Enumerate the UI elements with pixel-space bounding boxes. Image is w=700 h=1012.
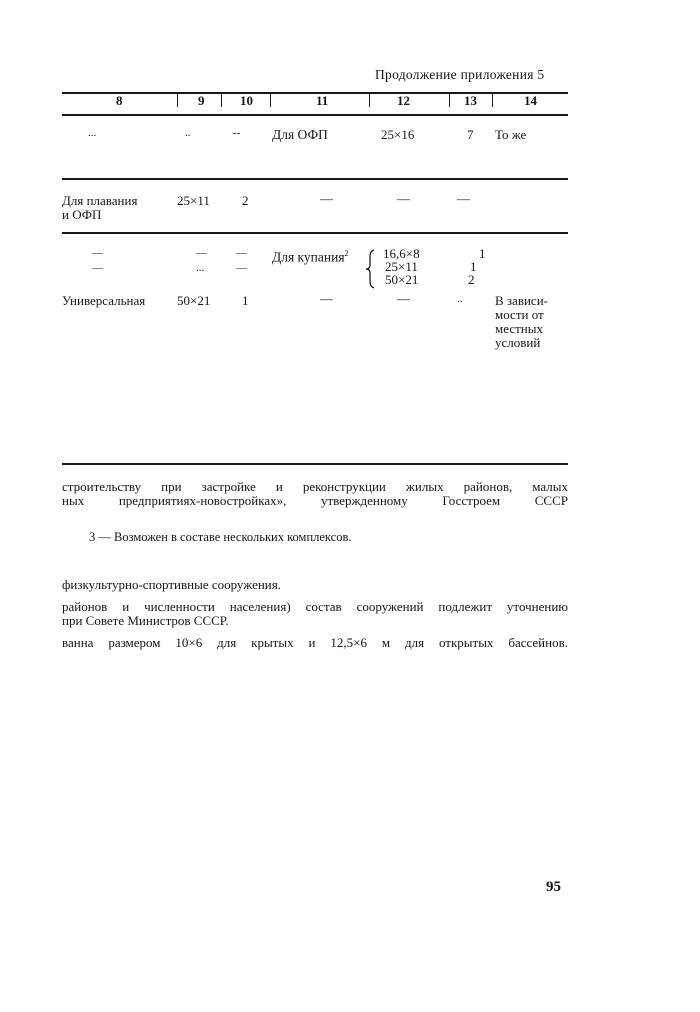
r4-c14-line2: мости от xyxy=(495,307,544,322)
r4-c14-line1: В зависи- xyxy=(495,293,548,308)
note-3: ванна размером 10×6 для крытых и 12,5×6 м для открытых бассейнов. xyxy=(62,635,568,650)
col-sep-6 xyxy=(492,93,493,107)
r1-c12: 25×16 xyxy=(381,127,415,142)
column-header-10: 10 xyxy=(240,93,253,108)
column-header-11: 11 xyxy=(316,93,329,108)
r4-c11: — xyxy=(320,291,333,306)
r3-c10-line1: — xyxy=(236,247,247,259)
footnote-1-line-1: строительству при застройке и реконструкции жилых районов, малых xyxy=(62,479,568,494)
r3-c9-line2: ... xyxy=(196,262,205,274)
note-1: физкультурно-спортивные сооружения. xyxy=(62,577,281,592)
r4-c9: 50×21 xyxy=(177,293,211,308)
col-sep-3 xyxy=(270,93,271,107)
column-header-9: 9 xyxy=(198,93,205,108)
r2-c9: 25×11 xyxy=(177,193,210,208)
r1-c9: .. xyxy=(185,127,191,139)
r3-c13-line3: 2 xyxy=(468,272,475,287)
col-sep-2 xyxy=(221,93,222,107)
col-sep-4 xyxy=(369,93,370,107)
header-bottom-rule xyxy=(62,114,568,116)
r2-c8-line1: Для плавания xyxy=(62,193,138,208)
r2-c12: — xyxy=(397,191,410,206)
r3-c11 xyxy=(272,247,349,265)
r3-c11-footnote-mark: 2 xyxy=(344,249,349,258)
r1-c10: -- xyxy=(233,127,241,139)
r4-c10: 1 xyxy=(242,293,249,308)
r1-c14: То же xyxy=(495,127,527,142)
r3-c12-line1: 16,6×8 xyxy=(383,246,420,261)
continuation-header: Продолжение приложения 5 xyxy=(375,67,545,82)
page-number: 95 xyxy=(546,879,561,895)
brace-icon xyxy=(364,249,378,289)
r3-c11-text: Для купания xyxy=(272,249,345,265)
r3-c12-line3: 50×21 xyxy=(385,272,419,287)
col-sep-5 xyxy=(449,93,450,107)
row2-bottom-rule xyxy=(62,232,568,234)
r2-c11: — xyxy=(320,191,333,206)
column-header-8: 8 xyxy=(116,93,123,108)
r1-c11: Для ОФП xyxy=(272,127,328,142)
r2-c8-line2: и ОФП xyxy=(62,207,102,222)
r3-c13-line1: 1 xyxy=(479,246,486,261)
r3-c10-line2: — xyxy=(236,262,247,274)
r2-c10: 2 xyxy=(242,193,249,208)
r3-c12-line2: 25×11 xyxy=(385,259,418,274)
column-header-13: 13 xyxy=(464,93,477,108)
row1-bottom-rule xyxy=(62,178,568,180)
column-header-14: 14 xyxy=(524,93,537,108)
r3-c8-line1: — xyxy=(92,247,103,259)
r3-c8-line2: — xyxy=(92,262,103,274)
r1-c13: 7 xyxy=(467,127,474,142)
footnote-1-line-2: ных предприятиях-новостройках», утвержденному Госстроем СССР xyxy=(62,493,568,508)
r4-c14-line4: условий xyxy=(495,335,541,350)
footnote-3: 3 — Возможен в составе нескольких комплексов. xyxy=(89,530,352,544)
table-bottom-rule xyxy=(62,463,568,465)
note-2-line-2: при Совете Министров СССР. xyxy=(62,613,229,628)
r4-c8: Универсальная xyxy=(62,293,146,308)
r1-c8: ... xyxy=(88,127,97,139)
r3-c13-line2: 1 xyxy=(470,259,477,274)
note-2-line-1: районов и численности населения) состав сооружений подлежит уточнению xyxy=(62,599,568,614)
col-sep-1 xyxy=(177,93,178,107)
column-header-12: 12 xyxy=(397,93,410,108)
r4-c13: .. xyxy=(457,293,463,305)
r4-c14-line3: местных xyxy=(495,321,543,336)
r2-c13: — xyxy=(457,191,470,206)
r3-c9-line1: — xyxy=(196,247,207,259)
r4-c12: — xyxy=(397,291,410,306)
